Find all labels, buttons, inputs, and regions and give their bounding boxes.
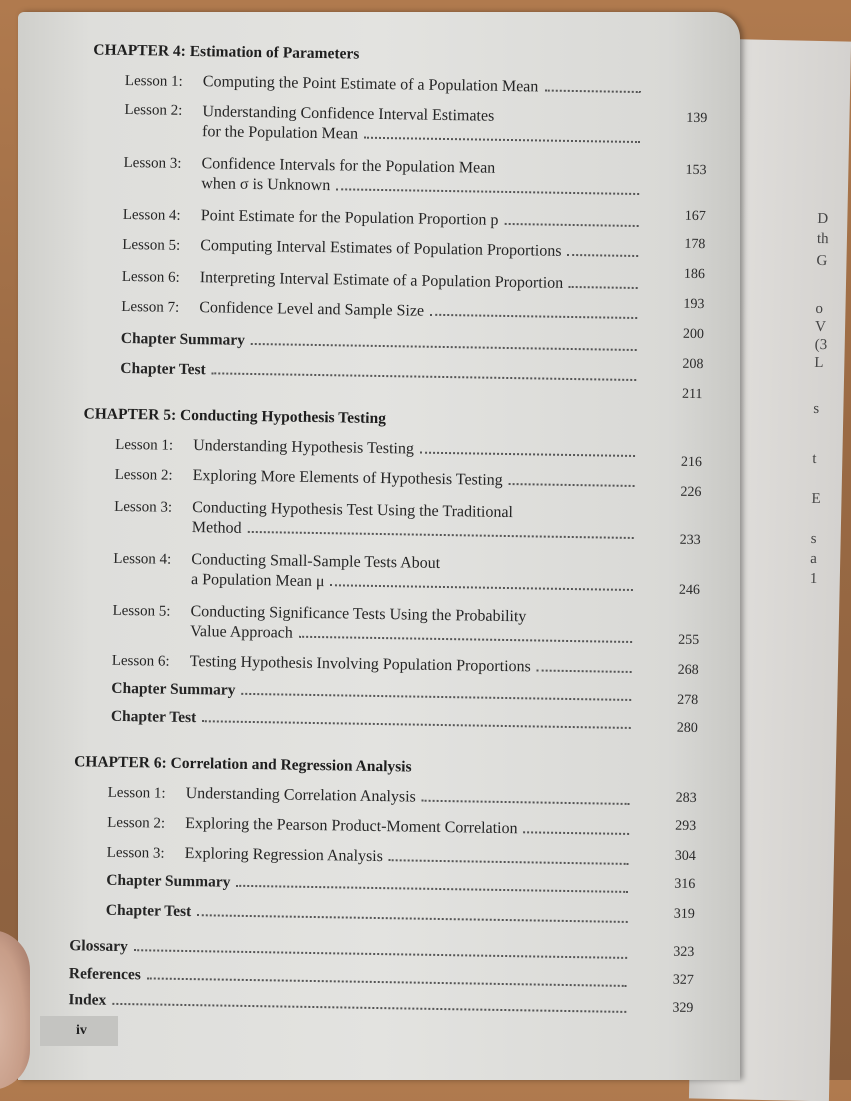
dot-leader: [509, 483, 635, 487]
facing-page-text: 1: [809, 570, 818, 587]
lesson-title: Point Estimate for the Population Proportion p: [200, 207, 499, 229]
lesson-title: [202, 103, 494, 126]
chapter-summary-label: Chapter Summary: [106, 871, 231, 891]
lesson-title-line: Value Approach: [190, 623, 293, 642]
lesson-number: Lesson 6:: [121, 268, 180, 286]
chapter-test-label: Chapter Test: [105, 901, 192, 921]
page-number: 233: [679, 532, 701, 549]
toc-entry[interactable]: [115, 436, 639, 462]
toc-entry[interactable]: [68, 991, 630, 1018]
toc-entry[interactable]: [69, 965, 631, 992]
page-number: 246: [678, 582, 701, 599]
page-number: 153: [685, 162, 707, 179]
lesson-number: Lesson 6:: [111, 652, 170, 670]
chapter-summary-label: Chapter Summary: [111, 679, 236, 699]
dot-leader: [212, 372, 637, 381]
chapter-heading: CHAPTER 5: Conducting Hypothesis Testing: [83, 405, 387, 428]
dot-leader: [299, 636, 632, 643]
facing-page-text: G: [816, 252, 828, 270]
page-number: 304: [674, 848, 696, 865]
facing-page-text: s: [813, 400, 820, 417]
dot-leader: [544, 90, 640, 94]
lesson-title: Computing Interval Estimates of Population Proportions: [200, 237, 562, 260]
lesson-number: Lesson 5:: [112, 602, 171, 620]
dot-leader: [330, 584, 633, 591]
lesson-number: Lesson 2:: [114, 466, 173, 484]
toc-entry[interactable]: [111, 680, 635, 706]
page-number: 186: [683, 266, 706, 283]
page-number: 316: [674, 876, 696, 892]
chapter-heading: CHAPTER 6: Correlation and Regression Analysis: [74, 753, 412, 776]
dot-leader: [504, 223, 638, 227]
facing-page-text: s: [810, 530, 817, 547]
lesson-number: Lesson 2:: [124, 101, 183, 119]
chapter-test-label: Chapter Test: [110, 707, 197, 727]
lesson-number: Lesson 4:: [113, 550, 172, 568]
references-label: References: [68, 965, 141, 984]
lesson-number: Lesson 1:: [115, 436, 174, 454]
lesson-number: Lesson 1:: [107, 784, 166, 802]
dot-leader: [112, 1003, 626, 1013]
toc-entry[interactable]: [121, 330, 641, 356]
lesson-title-line: Conducting Small-Sample Tests About: [191, 551, 441, 572]
page-number: 139: [686, 110, 708, 127]
dot-leader: [389, 859, 629, 865]
lesson-title-line: Confidence Intervals for the Population Mean: [201, 155, 496, 177]
lesson-title: Testing Hypothesis Involving Population Proportions: [189, 653, 531, 676]
lesson-title-line: a Population Mean μ: [190, 571, 325, 591]
dot-leader: [134, 949, 627, 959]
page-number: 211: [681, 386, 703, 403]
dot-leader: [147, 977, 627, 987]
dot-leader: [251, 343, 637, 351]
lesson-number: Lesson 3:: [106, 844, 165, 862]
lesson-title: Interpreting Interval Estimate of a Population Proportion: [199, 269, 564, 292]
dot-leader: [248, 531, 634, 539]
page-number: 200: [682, 326, 705, 343]
page-number: 167: [684, 208, 706, 225]
facing-page-text: (3: [814, 336, 828, 354]
lesson-title: Understanding Correlation Analysis: [185, 784, 416, 806]
lesson-title-line: Conducting Significance Tests Using the Probability: [190, 603, 527, 626]
lesson-number: Lesson 3:: [114, 498, 173, 516]
toc-entry[interactable]: [112, 652, 636, 678]
chapter-summary-label: Chapter Summary: [120, 329, 246, 349]
glossary-label: Glossary: [69, 937, 128, 956]
dot-leader: [567, 254, 638, 257]
lesson-number: Lesson 1:: [124, 72, 183, 90]
thumb-holding-page: [0, 930, 30, 1090]
page-number: 280: [676, 720, 698, 737]
toc-entry[interactable]: [111, 708, 635, 734]
toc-entry[interactable]: [108, 784, 634, 810]
facing-page-text: D: [817, 210, 829, 228]
facing-page-text: o: [815, 300, 824, 318]
toc-entry[interactable]: [107, 814, 633, 840]
page-number: 193: [683, 296, 705, 313]
toc-entry[interactable]: [106, 902, 632, 928]
index-label: Index: [68, 991, 107, 1009]
page-number: 327: [672, 972, 694, 988]
dot-leader: [197, 914, 628, 923]
page-number: 283: [675, 790, 697, 807]
toc-entry[interactable]: [125, 72, 645, 98]
page-number: 178: [684, 236, 706, 253]
toc-entry[interactable]: [106, 872, 632, 898]
facing-page-text: L: [814, 354, 824, 372]
page-number: 329: [672, 1000, 694, 1016]
page-number: 293: [675, 818, 697, 835]
lesson-title-line: Conducting Hypothesis Test Using the Traditional: [192, 499, 514, 522]
facing-page-text: a: [810, 550, 818, 567]
facing-page-text: th: [816, 230, 829, 248]
dot-leader: [202, 720, 631, 729]
lesson-title: Exploring More Elements of Hypothesis Testing: [192, 467, 503, 489]
dot-leader: [420, 452, 635, 457]
toc-entry[interactable]: [121, 298, 641, 324]
lesson-number: Lesson 5:: [122, 236, 181, 254]
page-number: 208: [682, 356, 704, 373]
lesson-title-line: Understanding Confidence Interval Estimates: [202, 103, 495, 125]
dot-leader: [537, 669, 632, 672]
toc-entry[interactable]: [122, 268, 642, 294]
facing-page-text: V: [814, 318, 827, 336]
dot-leader: [523, 831, 629, 835]
toc-entry[interactable]: [122, 236, 642, 262]
toc-entry[interactable]: [120, 360, 640, 386]
dot-leader: [422, 800, 630, 805]
lesson-title: Exploring Regression Analysis: [184, 844, 384, 866]
dot-leader: [569, 286, 638, 289]
facing-page-text: E: [811, 490, 821, 508]
chapter-heading: CHAPTER 4: Estimation of Parameters: [93, 41, 360, 63]
chapter-test-label: Chapter Test: [120, 359, 206, 379]
lesson-title-line: for the Population Mean: [201, 123, 359, 143]
dot-leader: [241, 693, 631, 701]
lesson-title-line: Method: [191, 519, 242, 537]
toc-entry[interactable]: [69, 937, 631, 964]
lesson-title: Computing the Point Estimate of a Population Mean: [202, 73, 539, 96]
toc-entry[interactable]: [107, 844, 633, 870]
page-number: 255: [678, 632, 700, 649]
dot-leader: [336, 188, 639, 195]
toc-entry[interactable]: [123, 206, 643, 232]
dot-leader: [430, 314, 637, 319]
page-number: 319: [673, 906, 695, 922]
toc-entry[interactable]: [115, 466, 639, 492]
page-number: 268: [677, 662, 699, 679]
dot-leader: [364, 137, 640, 143]
lesson-number: Lesson 2:: [107, 814, 166, 832]
lesson-title: Understanding Hypothesis Testing: [193, 437, 415, 458]
dot-leader: [236, 885, 628, 893]
lesson-title: Confidence Level and Sample Size: [199, 299, 425, 320]
page-number: 323: [673, 944, 695, 960]
lesson-number: Lesson 4:: [122, 206, 181, 224]
lesson-title-line: when σ is Unknown: [201, 175, 331, 195]
page-folio: iv: [40, 1016, 118, 1046]
page-number: 216: [680, 454, 703, 471]
lesson-number: Lesson 7:: [121, 298, 180, 316]
lesson-title: Exploring the Pearson Product-Moment Correlation: [185, 814, 518, 838]
page-number: 278: [677, 692, 699, 709]
page-number: 226: [680, 484, 702, 501]
facing-page-text: t: [812, 450, 817, 467]
lesson-number: Lesson 3:: [123, 154, 182, 172]
